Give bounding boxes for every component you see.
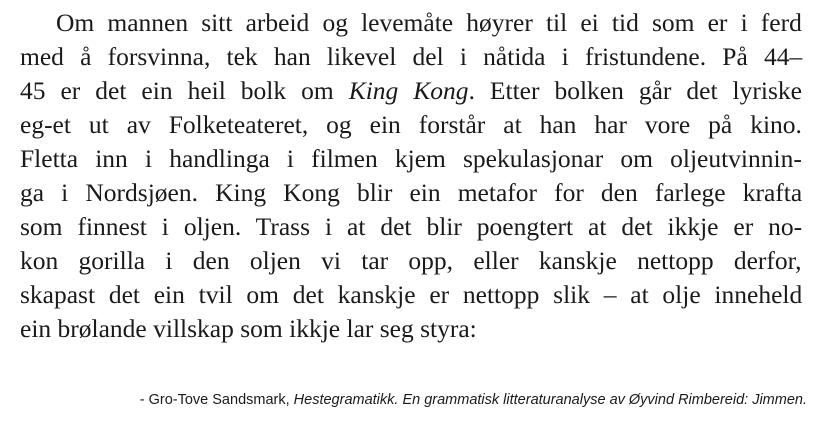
book-title-king-kong: King Kong (348, 76, 469, 105)
citation-title: Hestegramatikk. En grammatisk litteraturanalyse av Øyvind Rimbereid: Jimmen. (293, 392, 807, 408)
quote-line-4: eg-et ut av Folketeateret, og ein forstår at han har vore på kino. (20, 110, 802, 139)
quote-line-1: Om mannen sitt arbeid og levemåte høyrer til ei tid som er i ferd (56, 8, 802, 37)
quote-line-3-text-before: 45 er det ein heil bolk om (20, 76, 349, 105)
quote-line-9: skapast det ein tvil om det kanskje er nettopp slik – at olje inneheld (20, 280, 803, 309)
quote-line-6: ga i Nordsjøen. King Kong blir ein metafor for den farlege krafta (20, 178, 803, 207)
quote-line-8: kon gorilla i den oljen vi tar opp, eller kanskje nettopp derfor, (20, 246, 802, 275)
quote-line-10: ein brølande villskap som ikkje lar seg styra: (20, 314, 477, 343)
quote-line-5: Fletta inn i handlinga i filmen kjem spekulasjonar om oljeutvinnin- (20, 144, 802, 173)
quote-line-2: med å forsvinna, tek han likevel del i nåtida i fristundene. På 44– (20, 42, 803, 71)
quote-line-3-text-after: . Etter bolken går det lyriske (468, 76, 802, 105)
quote-line-7: som finnest i oljen. Trass i at det blir poengtert at det ikkje er no- (20, 212, 803, 241)
quote-line-3 (20, 74, 802, 108)
citation (140, 391, 807, 409)
citation-author: - Gro-Tove Sandsmark, (139, 392, 294, 408)
